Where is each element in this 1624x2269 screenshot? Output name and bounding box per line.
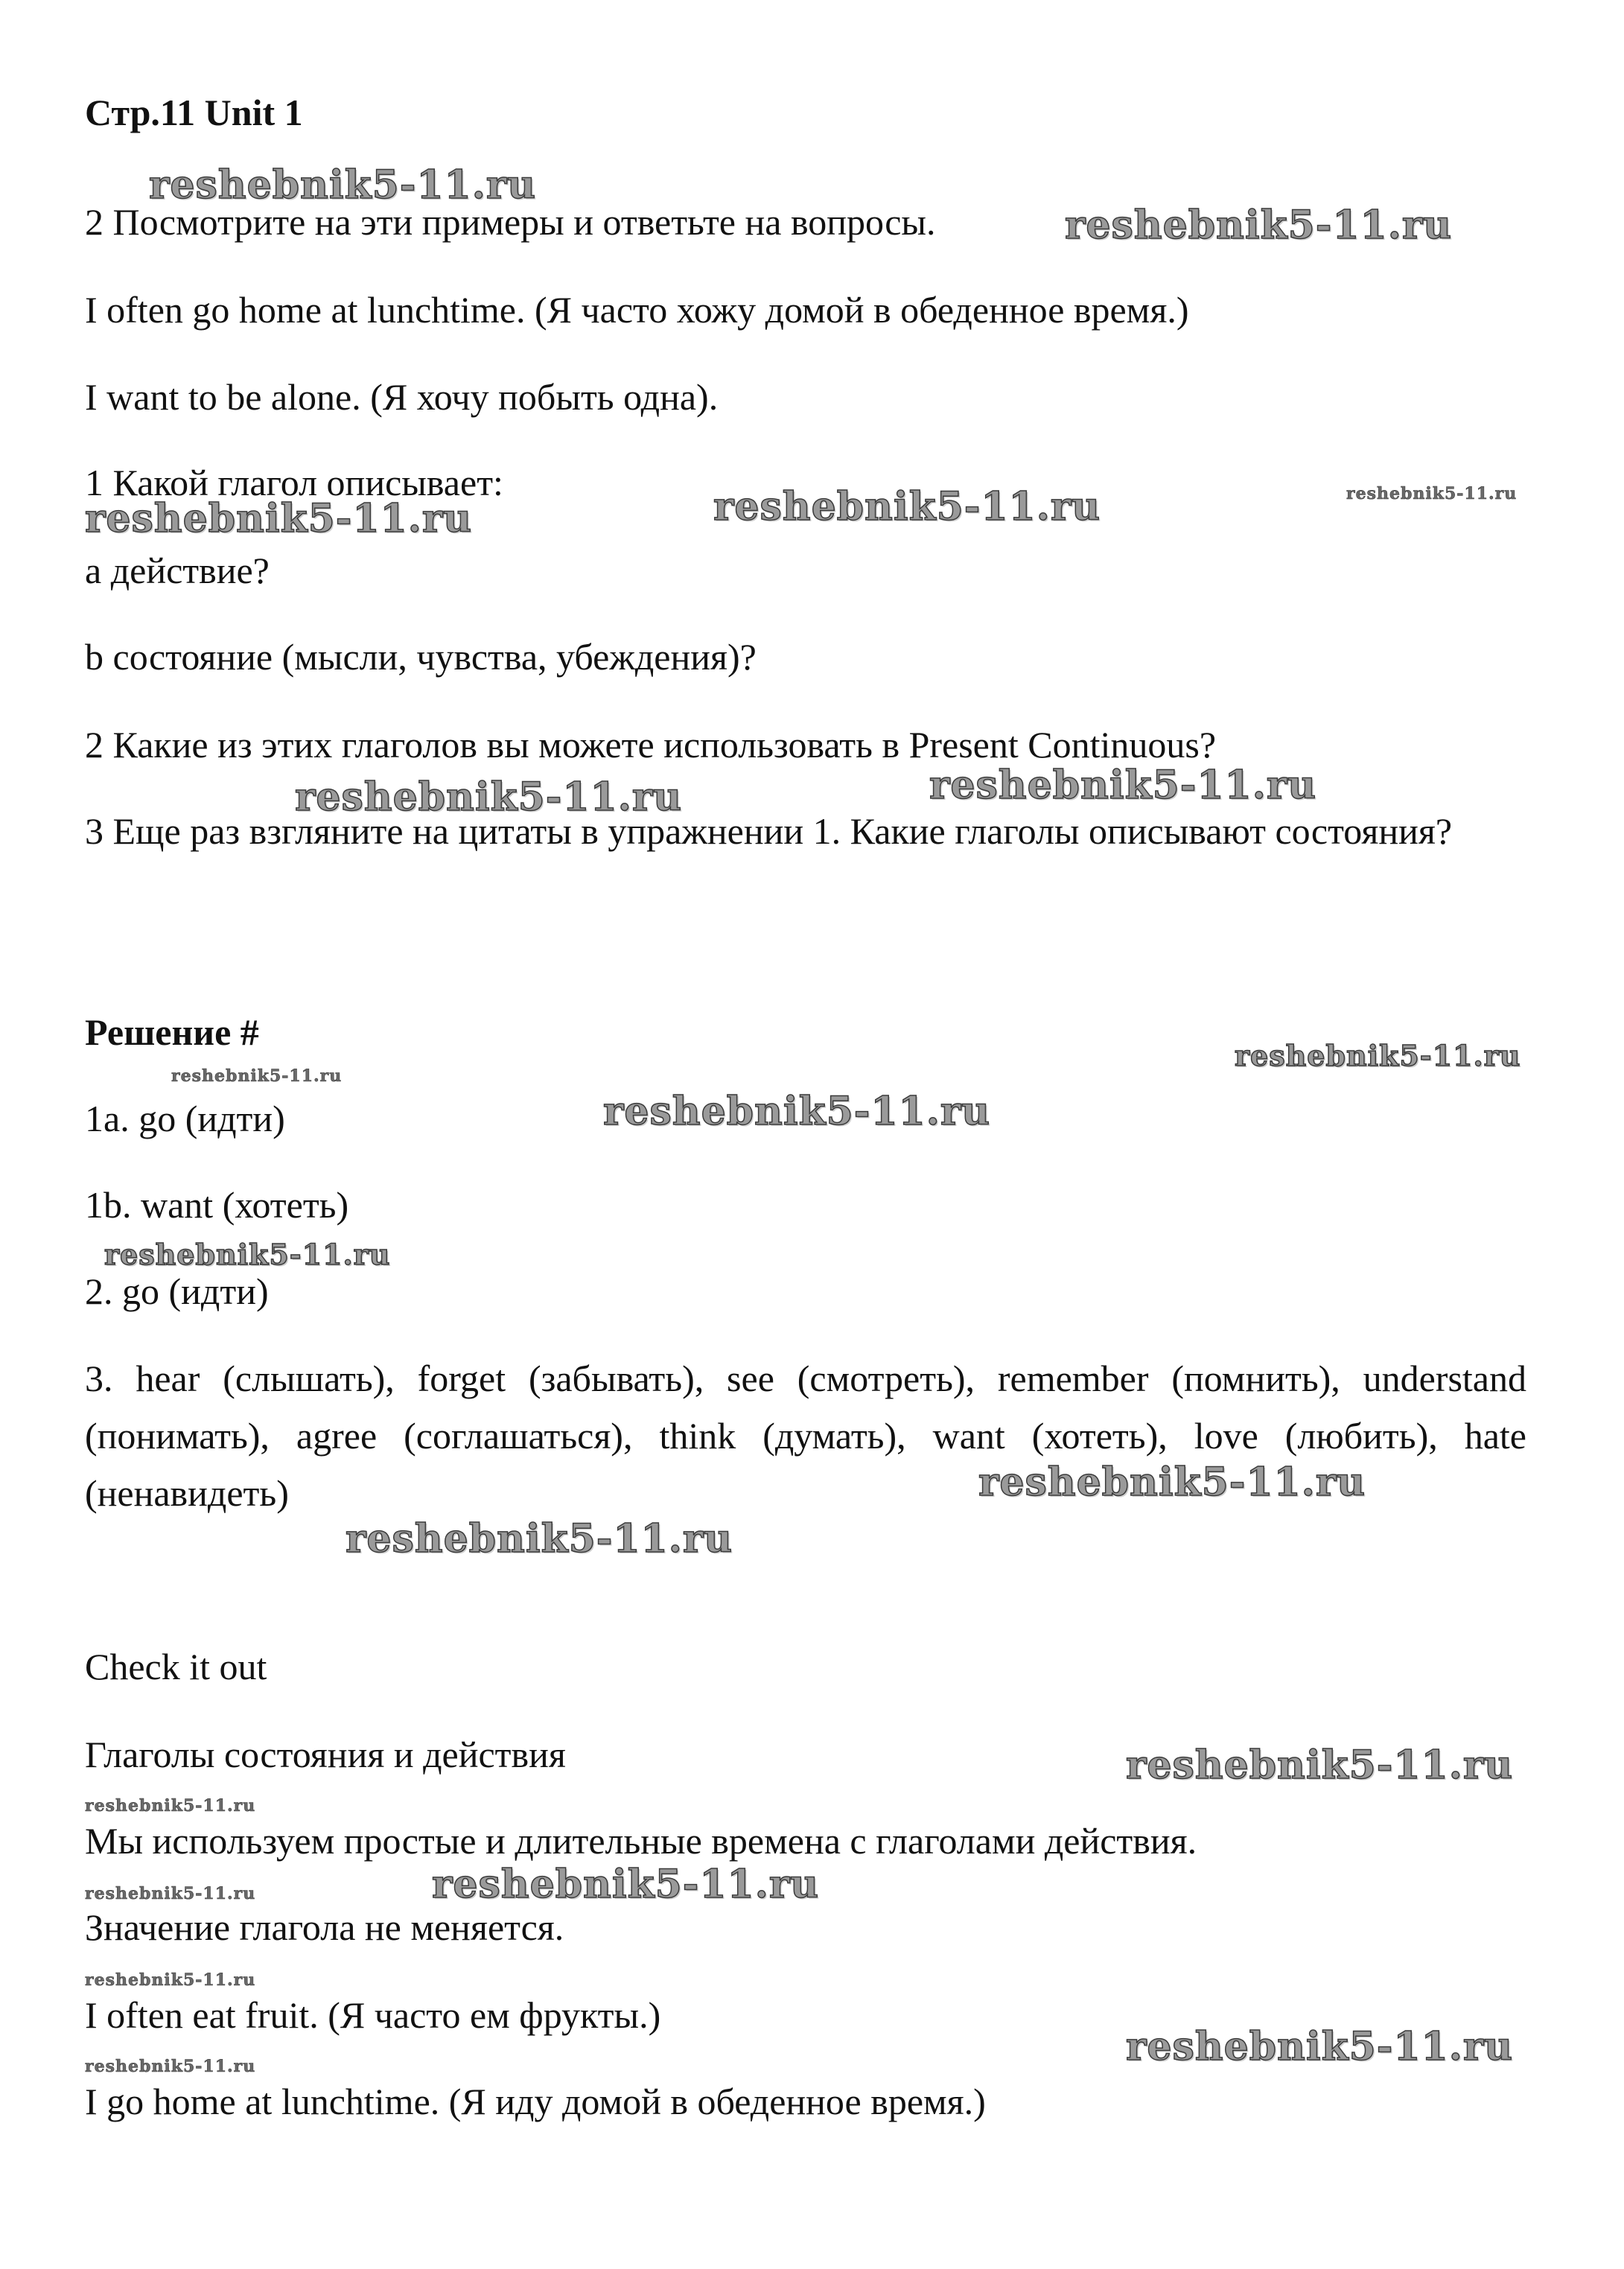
solution-heading: Решение # bbox=[85, 1011, 259, 1053]
check-it-out-subheading: Глаголы состояния и действия bbox=[85, 1734, 566, 1775]
watermark: reshebnik5-11.ru bbox=[1126, 2024, 1514, 2069]
watermark: reshebnik5-11.ru bbox=[85, 1970, 256, 1990]
task-instruction: 2 Посмотрите на эти примеры и ответьте на вопросы. bbox=[85, 201, 936, 243]
watermark: reshebnik5-11.ru bbox=[85, 1796, 256, 1815]
question-1b: b состояние (мысли, чувства, убеждения)? bbox=[85, 636, 757, 678]
page-title: Стр.11 Unit 1 bbox=[85, 92, 303, 133]
rule-example-2: I go home at lunchtime. (Я иду домой в обеденное время.) bbox=[85, 2081, 986, 2122]
watermark: reshebnik5-11.ru bbox=[1346, 484, 1518, 503]
rule-example-1: I often eat fruit. (Я часто ем фрукты.) bbox=[85, 1994, 661, 2036]
example-sentence-2: I want to be alone. (Я хочу побыть одна). bbox=[85, 376, 719, 418]
question-1a: a действие? bbox=[85, 550, 270, 591]
watermark: reshebnik5-11.ru bbox=[1235, 1039, 1521, 1072]
watermark: reshebnik5-11.ru bbox=[85, 2057, 256, 2076]
watermark: reshebnik5-11.ru bbox=[85, 496, 473, 541]
watermark: reshebnik5-11.ru bbox=[929, 763, 1317, 808]
watermark: reshebnik5-11.ru bbox=[1126, 1743, 1514, 1788]
answer-1a: 1a. go (идти) bbox=[85, 1098, 285, 1139]
question-2: 2 Какие из этих глаголов вы можете использовать в Present Continuous? bbox=[85, 724, 1217, 766]
watermark: reshebnik5-11.ru bbox=[171, 1066, 343, 1086]
watermark: reshebnik5-11.ru bbox=[978, 1460, 1366, 1505]
watermark: reshebnik5-11.ru bbox=[149, 162, 537, 208]
watermark: reshebnik5-11.ru bbox=[432, 1862, 820, 1907]
question-3: 3 Еще раз взгляните на цитаты в упражнении 1. Какие глаголы описывают состояния? bbox=[85, 810, 1453, 852]
example-sentence-1: I often go home at lunchtime. (Я часто хожу домой в обеденное время.) bbox=[85, 289, 1189, 331]
watermark: reshebnik5-11.ru bbox=[85, 1884, 256, 1903]
check-it-out-heading: Check it out bbox=[85, 1646, 267, 1687]
watermark: reshebnik5-11.ru bbox=[603, 1089, 991, 1134]
watermark: reshebnik5-11.ru bbox=[104, 1238, 391, 1271]
answer-3: 3. hear (слышать), forget (забывать), see (смотреть), remember (помнить), understand (понимать), agree (соглашаться), think (думать), want (хотеть), love (любить), hate (ненавидеть) bbox=[85, 1358, 1526, 1514]
rule-line-1: Мы используем простые и длительные времена с глаголами действия. bbox=[85, 1820, 1197, 1862]
answer-1b: 1b. want (хотеть) bbox=[85, 1184, 349, 1226]
watermark: reshebnik5-11.ru bbox=[346, 1516, 733, 1562]
watermark: reshebnik5-11.ru bbox=[1065, 203, 1453, 248]
rule-line-2: Значение глагола не меняется. bbox=[85, 1906, 564, 1948]
watermark: reshebnik5-11.ru bbox=[295, 774, 683, 820]
question-1: 1 Какой глагол описывает: bbox=[85, 462, 503, 503]
answer-2: 2. go (идти) bbox=[85, 1270, 269, 1312]
watermark: reshebnik5-11.ru bbox=[713, 484, 1101, 529]
